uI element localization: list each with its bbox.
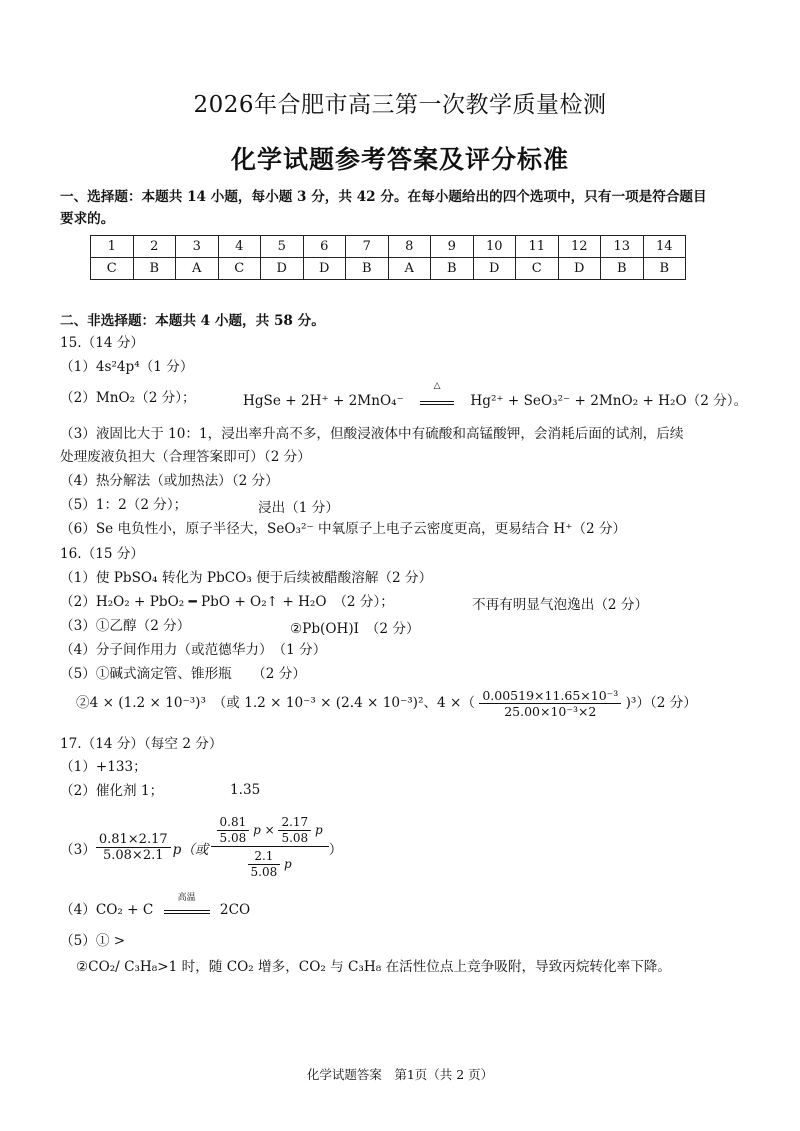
q15-heading: 15.（14 分） xyxy=(60,335,145,351)
alt-term-a-den: 5.08 xyxy=(219,831,247,845)
q17-heading: 17.（14 分）（每空 2 分） xyxy=(60,736,223,752)
answer-cell: C xyxy=(91,258,134,280)
question-number-cell: 14 xyxy=(643,236,686,258)
question-number-cell: 13 xyxy=(601,236,644,258)
question-number-cell: 1 xyxy=(91,236,134,258)
ksp-denominator: 25.00×10⁻³×2 xyxy=(504,704,597,719)
q17-part5-a: （5）① > xyxy=(60,933,126,949)
kp-pressure-suffix: p（或 xyxy=(172,841,209,858)
answer-cell: B xyxy=(643,258,686,280)
high-temp-condition-arrow xyxy=(158,893,216,914)
kp-numerator: 0.81×2.17 xyxy=(96,832,171,848)
kp-denominator: 5.08×2.1 xyxy=(102,848,164,863)
q15-part1: （1）4s²4p⁴（1 分） xyxy=(60,359,194,375)
question-number-cell: 11 xyxy=(516,236,559,258)
answer-row xyxy=(91,258,686,280)
question-number-cell: 7 xyxy=(346,236,389,258)
alt-term-c-p: p xyxy=(284,857,292,871)
q16-part2-equation: （2）H₂O₂ + PbO₂ ━ PbO + O₂↑ + H₂O （2 分）； xyxy=(60,594,394,610)
choice-answer-table xyxy=(90,235,686,280)
section1-instructions: 一、选择题：本题共 14 小题，每小题 3 分，共 42 分。在每小题给出的四个选项中，只有一项是符合题目 xyxy=(60,189,707,205)
section1-instructions-cont: 要求的。 xyxy=(60,211,115,227)
answer-cell: D xyxy=(303,258,346,280)
q16-part5-b xyxy=(76,688,697,719)
high-temp-label: 高温 xyxy=(177,893,196,903)
equation-products: Hg²⁺ + SeO₃²⁻ + 2MnO₂ + H₂O（2 分）。 xyxy=(470,393,748,409)
question-number-cell: 9 xyxy=(431,236,474,258)
alt-term-b xyxy=(278,815,311,846)
q16-part3-a: （3）①乙醇（2 分） xyxy=(60,618,191,634)
q17-part3-label: （3） xyxy=(60,841,96,858)
q15-part3-cont: 处理废液负担大（合理答案即可）（2 分） xyxy=(60,449,311,465)
answer-cell: D xyxy=(558,258,601,280)
q15-part2-answer: （2）MnO₂（2 分）； xyxy=(60,390,196,406)
answer-cell: B xyxy=(601,258,644,280)
q16-part5-a: （5）①碱式滴定管、锥形瓶 （2 分） xyxy=(60,666,306,682)
reaction-products: 2CO xyxy=(219,902,251,918)
answer-cell: B xyxy=(346,258,389,280)
q17-part2-a: （2）催化剂 1； xyxy=(60,783,164,799)
page-footer: 化学试题答案 第1页（共 2 页） xyxy=(306,1067,494,1082)
alt-term-c-den: 5.08 xyxy=(250,865,278,879)
answer-cell: D xyxy=(473,258,516,280)
q15-part5-ratio: （5）1：2（2 分）； xyxy=(60,497,188,513)
alt-term-b-p: p xyxy=(315,823,323,837)
section2-heading: 二、非选择题：本题共 4 小题，共 58 分。 xyxy=(60,313,325,329)
answer-cell: C xyxy=(516,258,559,280)
q16-part3-b: ②Pb(OH)I （2 分） xyxy=(290,621,420,637)
q15-part5-step: 浸出（1 分） xyxy=(258,500,339,516)
q16-heading: 16.（15 分） xyxy=(60,546,145,562)
question-number-cell: 3 xyxy=(176,236,219,258)
ksp-numerator: 0.00519×11.65×10⁻³ xyxy=(479,688,621,704)
answer-cell: A xyxy=(176,258,219,280)
answer-cell: A xyxy=(388,258,431,280)
q16-part1: （1）使 PbSO₄ 转化为 PbCO₃ 便于后续被醋酸溶解（2 分） xyxy=(60,570,433,586)
question-number-cell: 6 xyxy=(303,236,346,258)
heating-symbol: △ xyxy=(433,381,441,391)
question-number-cell: 2 xyxy=(133,236,176,258)
ksp-expression: ②4 × (1.2 × 10⁻³)³ （或 1.2 × 10⁻³ × (2.4 × 10⁻³)²、4 ×（ xyxy=(76,695,475,711)
q15-part4: （4）热分解法（或加热法）（2 分） xyxy=(60,473,279,489)
q17-part1: （1）+133； xyxy=(60,759,147,775)
question-number-row xyxy=(91,236,686,258)
q15-part6: （6）Se 电负性小，原子半径大，SeO₃²⁻ 中氧原子上电子云密度更高，更易结合 H⁺（2 分） xyxy=(60,521,627,537)
heating-condition-arrow xyxy=(408,381,466,405)
question-number-cell: 12 xyxy=(558,236,601,258)
alt-term-c-num: 2.1 xyxy=(248,849,281,865)
exam-title: 2026年合肥市高三第一次教学质量检测 xyxy=(193,92,607,118)
alt-term-times: p × xyxy=(253,823,275,837)
answer-cell: B xyxy=(431,258,474,280)
alt-term-b-den: 5.08 xyxy=(281,831,309,845)
ksp-fraction xyxy=(479,688,621,719)
alt-term-b-num: 2.17 xyxy=(278,815,311,831)
question-number-cell: 5 xyxy=(261,236,304,258)
kp-fraction xyxy=(96,832,171,863)
question-number-cell: 4 xyxy=(218,236,261,258)
q15-part3: （3）液固比大于 10：1，浸出率升高不多，但酸浸液体中有硫酸和高锰酸钾，会消耗后面的试剂，后续 xyxy=(60,426,684,442)
equation-reactants: HgSe + 2H⁺ + 2MnO₄⁻ xyxy=(243,393,404,409)
alt-term-c xyxy=(248,849,281,880)
kp-alt-fraction xyxy=(211,815,329,880)
alt-term-a-num: 0.81 xyxy=(217,815,250,831)
q17-part3 xyxy=(60,815,342,880)
q17-part5-b: ②CO₂/ C₃H₈>1 时，随 CO₂ 增多，CO₂ 与 C₃H₈ 在活性位点上竞争吸附，导致丙烷转化率下降。 xyxy=(76,959,671,975)
document-subtitle: 化学试题参考答案及评分标准 xyxy=(230,145,569,174)
answer-cell: B xyxy=(133,258,176,280)
ksp-suffix: )³）（2 分） xyxy=(625,695,697,711)
kp-close-paren: ） xyxy=(328,841,343,858)
question-number-cell: 8 xyxy=(388,236,431,258)
alt-term-a xyxy=(217,815,250,846)
question-number-cell: 10 xyxy=(473,236,516,258)
q17-part2-b: 1.35 xyxy=(230,782,261,798)
answer-cell: C xyxy=(218,258,261,280)
q16-part4: （4）分子间作用力（或范德华力） （1 分） xyxy=(60,642,327,658)
reaction-reactants: （4）CO₂ + C xyxy=(60,902,154,918)
q17-part4 xyxy=(60,893,251,918)
q15-part2-equation xyxy=(243,381,748,409)
q16-part2-observation: 不再有明显气泡逸出（2 分） xyxy=(472,597,649,613)
answer-cell: D xyxy=(261,258,304,280)
